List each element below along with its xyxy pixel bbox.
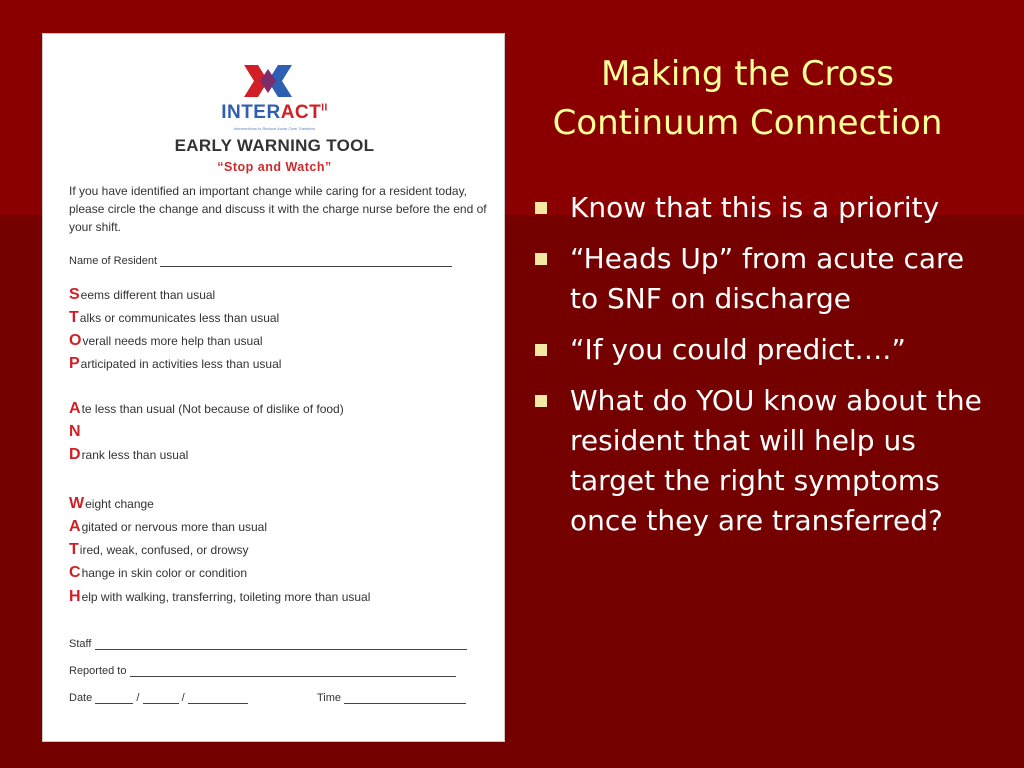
item-letter: D [69,446,81,463]
date-label: Date [69,692,93,704]
time-line [344,691,466,704]
item-letter: W [69,495,85,512]
early-warning-tool-document [42,33,505,742]
slide-title-line-2: Continuum Connection [552,103,943,143]
resident-name-label: Name of Resident [69,255,158,267]
bullet-item [532,239,992,319]
date-year-line [188,691,248,704]
reported-to-line [130,664,456,677]
tool-title: EARLY WARNING TOOL [174,136,375,155]
interact-logo-icon [240,61,296,101]
bullet-item [532,188,992,228]
item-letter: T [69,309,79,326]
item-text: eight change [85,497,154,511]
bullet-item [532,381,992,541]
item-text: te less than usual (Not because of dislike of food) [81,402,344,416]
time-label: Time [317,692,342,704]
brand-part-act: ACT [280,102,322,123]
list-item [69,332,263,350]
staff-label: Staff [69,638,92,650]
list-item [69,588,370,606]
item-text: ired, weak, confused, or drowsy [79,543,249,557]
tool-instructions: If you have identified an important change while caring for a resident today, please circle the change and discuss it with the charge nurse before the end of your shift. [69,184,487,234]
item-letter: O [69,332,82,349]
list-item [69,541,249,559]
slide-title-line-1: Making the Cross [600,54,895,94]
brand-part-inter: INTER [221,102,281,123]
item-text: gitated or nervous more than usual [81,520,268,534]
list-item [69,564,247,582]
item-text: hange in skin color or condition [81,566,247,580]
item-letter: P [69,355,80,372]
item-letter: T [69,541,79,558]
bullet-item [532,330,992,370]
square-bullet-icon [535,344,547,356]
time-field [317,691,466,704]
bullet-text: Know that this is a priority [570,191,940,224]
square-bullet-icon [535,253,547,265]
brand-superscript: II [321,102,328,114]
date-separator: / [136,692,140,704]
item-text: elp with walking, transferring, toileting more than usual [81,590,371,604]
list-item [69,355,281,373]
bullet-list [532,188,992,552]
list-item [69,286,215,304]
list-item [69,446,188,464]
item-text: eems different than usual [80,288,216,302]
bullet-text: What do YOU know about the resident that will help us target the right symptoms once they are transferred? [570,384,982,537]
item-text: articipated in activities less than usual [80,357,282,371]
brand-name [43,102,506,124]
item-letter: S [69,286,80,303]
resident-name-field [69,254,452,267]
item-text: rank less than usual [81,448,189,462]
item-letter: H [69,588,81,605]
item-text: verall needs more help than usual [82,334,263,348]
list-item [69,518,267,536]
date-month-line [95,691,133,704]
item-letter: N [69,423,81,440]
list-item [69,423,82,441]
square-bullet-icon [535,395,547,407]
item-letter: A [69,518,81,535]
brand-tagline: Interventions to Reduce Acute Care Transfers [234,126,315,131]
list-item [69,495,154,513]
bullet-text: “If you could predict….” [570,333,906,366]
list-item [69,400,344,418]
date-separator: / [181,692,185,704]
reported-to-field [69,664,456,677]
item-letter: C [69,564,81,581]
reported-to-label: Reported to [69,665,127,677]
item-text: alks or communicates less than usual [79,311,280,325]
date-day-line [143,691,179,704]
item-letter: A [69,400,81,417]
date-field [69,691,248,704]
list-item [69,309,279,327]
tool-subtitle: “Stop and Watch” [217,160,332,174]
staff-field [69,637,467,650]
resident-name-line [160,254,452,267]
slide-title [520,50,975,148]
square-bullet-icon [535,202,547,214]
bullet-text: “Heads Up” from acute care to SNF on discharge [570,242,965,315]
staff-line [95,637,467,650]
